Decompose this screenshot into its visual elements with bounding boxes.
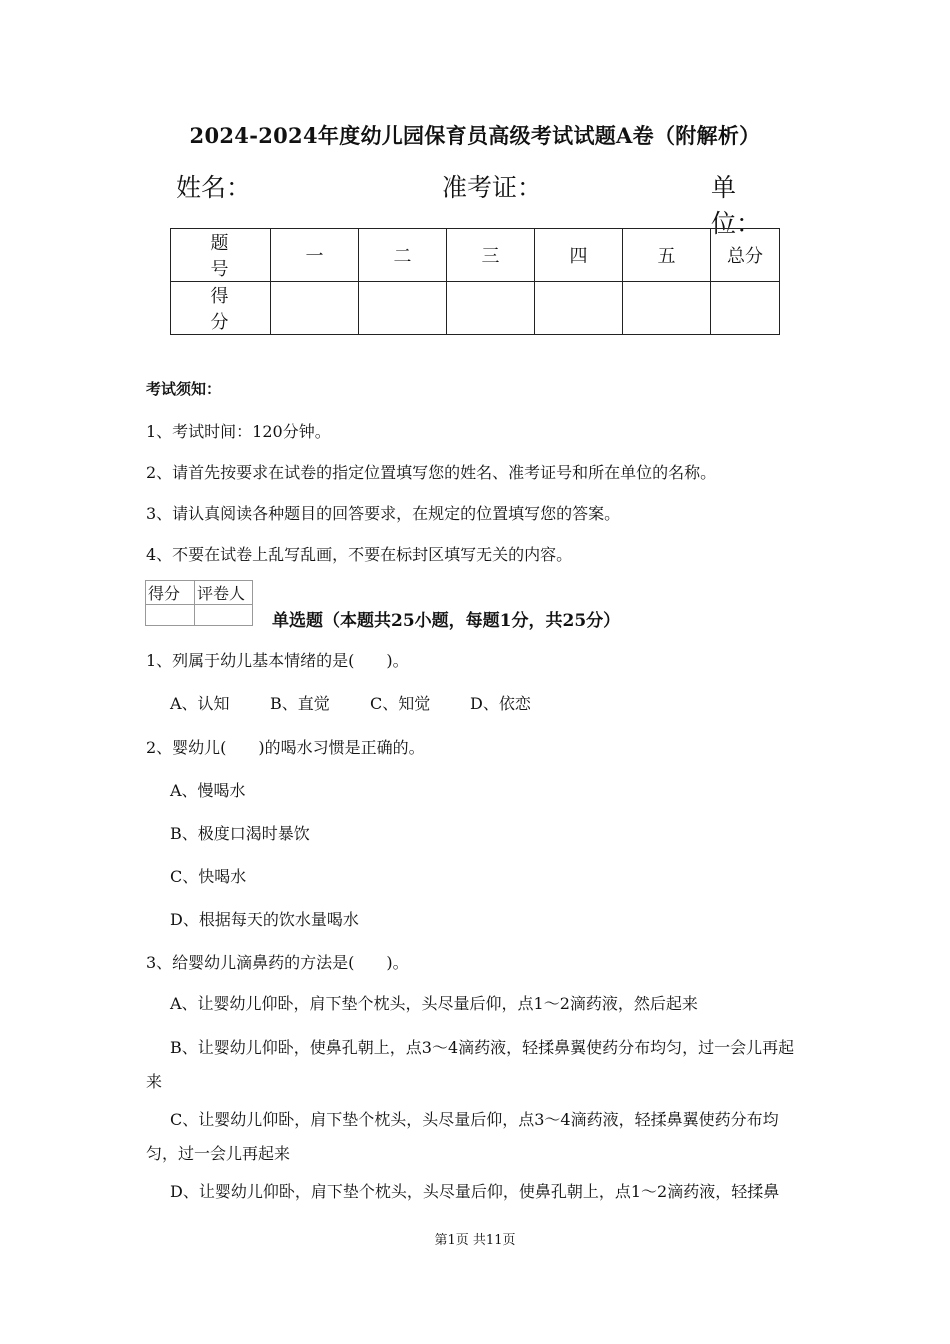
section-2-score-cell[interactable] bbox=[359, 282, 447, 335]
question-stem: 2、婴幼儿( )的喝水习惯是正确的。 bbox=[146, 738, 425, 757]
score-table-score-row bbox=[171, 282, 780, 335]
option-c[interactable]: C、知觉 bbox=[370, 694, 431, 713]
score-table-header-row bbox=[171, 229, 780, 282]
section-3-header: 三 bbox=[447, 229, 535, 282]
grader-score-cell[interactable] bbox=[146, 605, 195, 626]
option-d[interactable]: D、根据每天的饮水量喝水 bbox=[170, 910, 359, 929]
name-label: 姓名： bbox=[176, 173, 252, 202]
notice-item: 4、不要在试卷上乱写乱画，不要在标封区填写无关的内容。 bbox=[146, 545, 573, 564]
exam-id-label: 准考证： bbox=[442, 173, 543, 202]
grader-reviewer-cell[interactable] bbox=[195, 605, 253, 626]
section-1-score-cell[interactable] bbox=[271, 282, 359, 335]
option-b[interactable]: B、直觉 bbox=[270, 694, 330, 713]
total-header: 总分 bbox=[711, 229, 780, 282]
question-number-label: 题 号 bbox=[171, 229, 271, 282]
grader-reviewer-label: 评卷人 bbox=[195, 581, 253, 605]
section-2-header: 二 bbox=[359, 229, 447, 282]
score-table bbox=[170, 228, 780, 335]
notice-item: 2、请首先按要求在试卷的指定位置填写您的姓名、准考证号和所在单位的名称。 bbox=[146, 463, 717, 482]
option-c[interactable]: C、让婴幼儿仰卧，肩下垫个枕头，头尽量后仰，点3～4滴药液，轻揉鼻翼使药分布均匀，过一会儿再起来 bbox=[146, 1110, 779, 1163]
option-a[interactable]: A、慢喝水 bbox=[170, 781, 246, 800]
document-title: 2024-2024年度幼儿园保育员高级考试试题A卷（附解析） bbox=[189, 123, 761, 148]
option-d[interactable]: D、让婴幼儿仰卧，肩下垫个枕头，头尽量后仰，使鼻孔朝上，点1～2滴药液，轻揉鼻 bbox=[170, 1182, 780, 1201]
section-4-header: 四 bbox=[535, 229, 623, 282]
option-b[interactable]: B、让婴幼儿仰卧，使鼻孔朝上，点3～4滴药液，轻揉鼻翼使药分布均匀，过一会儿再起来 bbox=[146, 1038, 795, 1091]
section-5-score-cell[interactable] bbox=[623, 282, 711, 335]
notice-item: 1、考试时间：120分钟。 bbox=[146, 422, 331, 441]
page-footer: 第1页 共11页 bbox=[434, 1233, 516, 1248]
option-c[interactable]: C、快喝水 bbox=[170, 867, 247, 886]
question-stem: 3、给婴幼儿滴鼻药的方法是( )。 bbox=[146, 953, 409, 972]
candidate-info-row bbox=[176, 168, 780, 238]
grader-box bbox=[145, 580, 253, 626]
grader-score-label: 得分 bbox=[146, 581, 195, 605]
unit-label: 单位： bbox=[711, 173, 762, 238]
total-score-cell[interactable] bbox=[711, 282, 780, 335]
section-1-header: 一 bbox=[271, 229, 359, 282]
option-b[interactable]: B、极度口渴时暴饮 bbox=[170, 824, 310, 843]
section-title: 单选题（本题共25小题，每题1分，共25分） bbox=[272, 611, 621, 631]
option-d[interactable]: D、依恋 bbox=[470, 694, 531, 713]
section-4-score-cell[interactable] bbox=[535, 282, 623, 335]
section-5-header: 五 bbox=[623, 229, 711, 282]
score-label: 得 分 bbox=[171, 282, 271, 335]
question-stem: 1、列属于幼儿基本情绪的是( )。 bbox=[146, 651, 409, 670]
notice-heading: 考试须知： bbox=[146, 380, 222, 398]
section-3-score-cell[interactable] bbox=[447, 282, 535, 335]
option-a[interactable]: A、认知 bbox=[170, 694, 230, 713]
notice-item: 3、请认真阅读各种题目的回答要求，在规定的位置填写您的答案。 bbox=[146, 504, 621, 523]
option-a[interactable]: A、让婴幼儿仰卧，肩下垫个枕头，头尽量后仰，点1～2滴药液，然后起来 bbox=[170, 994, 698, 1013]
